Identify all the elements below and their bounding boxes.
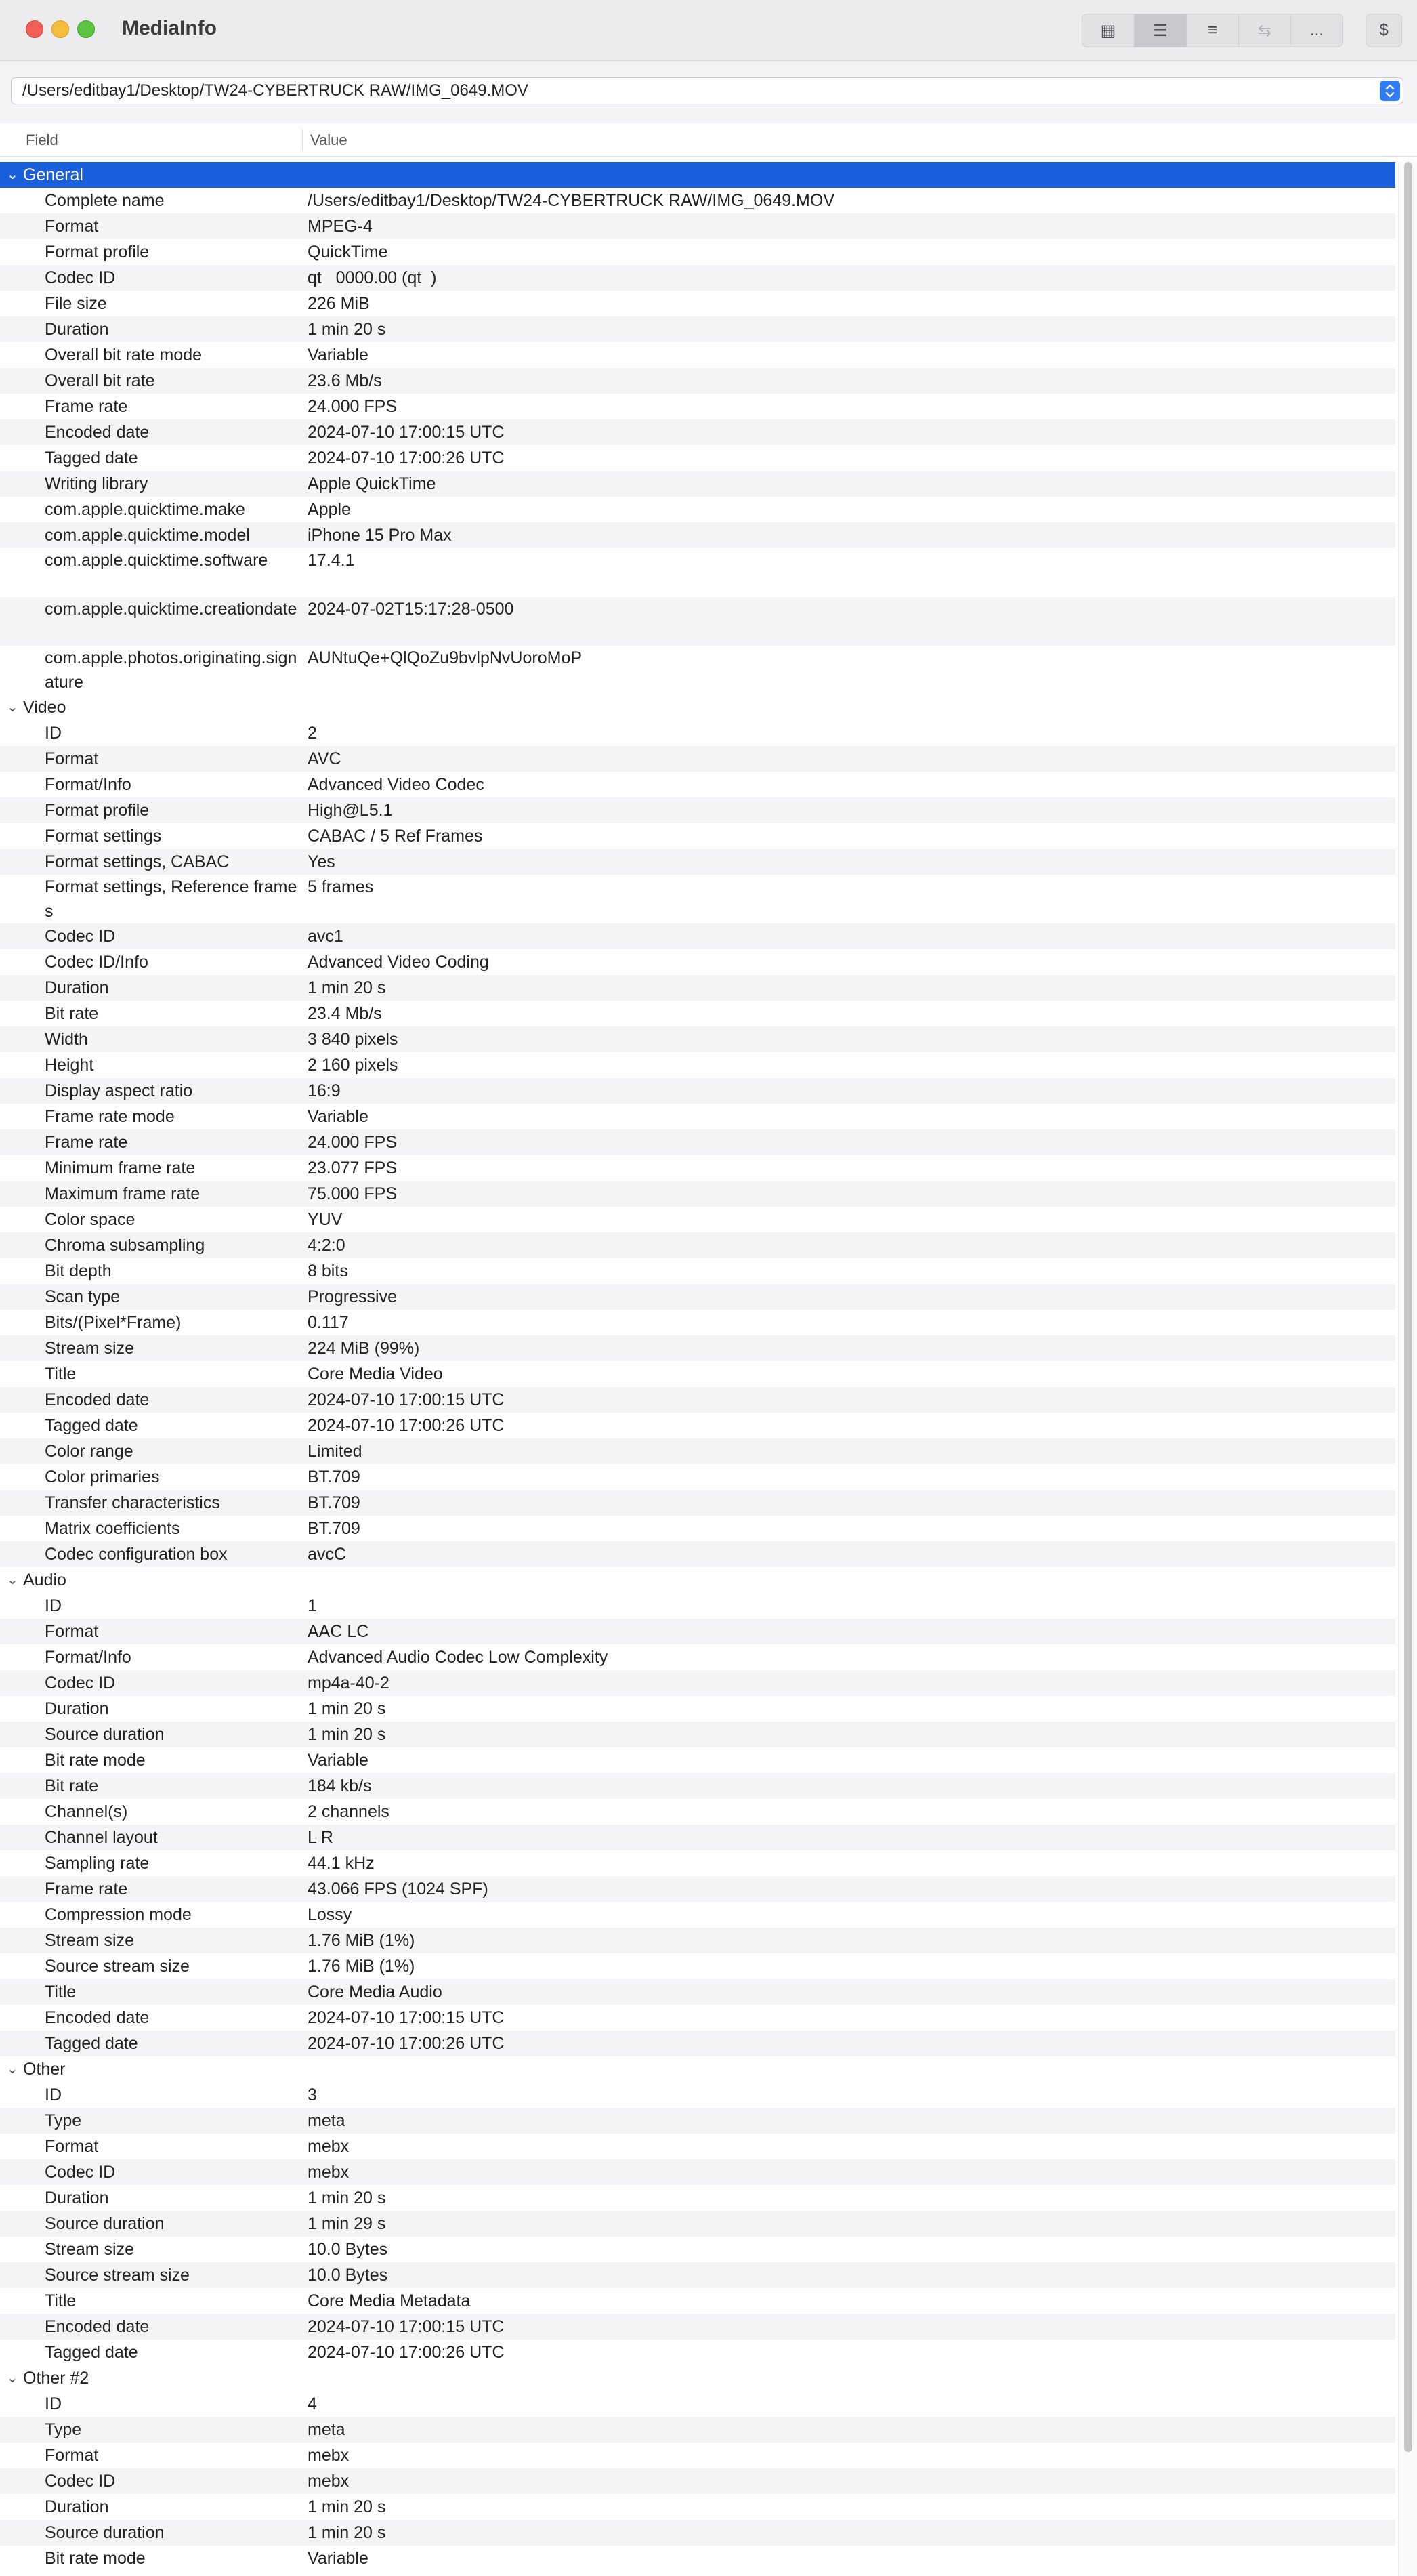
table-row[interactable] xyxy=(0,1026,1395,1052)
table-row[interactable] xyxy=(0,949,1395,975)
field-value: 4 xyxy=(308,2394,317,2413)
table-row[interactable] xyxy=(0,1438,1395,1464)
field-name: ID xyxy=(45,2394,62,2413)
table-row[interactable] xyxy=(0,1928,1395,1953)
field-value: 184 kb/s xyxy=(308,1777,372,1795)
table-row[interactable] xyxy=(0,1722,1395,1747)
file-path-select[interactable] xyxy=(11,77,1403,104)
table-row[interactable] xyxy=(0,1876,1395,1902)
field-value: 1.76 MiB (1%) xyxy=(308,1957,415,1976)
scrollbar-thumb[interactable] xyxy=(1404,162,1412,2452)
field-name: Encoded date xyxy=(45,2008,150,2027)
field-value: 2024-07-10 17:00:15 UTC xyxy=(308,2317,505,2336)
table-row[interactable] xyxy=(0,1825,1395,1850)
table-row[interactable] xyxy=(0,188,1395,213)
table-row[interactable] xyxy=(0,1619,1395,1644)
field-value: 8 bits xyxy=(308,1262,348,1281)
field-value: 43.066 FPS (1024 SPF) xyxy=(308,1879,488,1898)
field-name: Stream size xyxy=(45,1931,134,1950)
table-row[interactable] xyxy=(0,1129,1395,1155)
table-row[interactable] xyxy=(0,2159,1395,2185)
field-value: Variable xyxy=(308,2549,368,2568)
field-value: Variable xyxy=(308,1107,368,1126)
table-row[interactable] xyxy=(0,823,1395,849)
table-row[interactable] xyxy=(0,2211,1395,2237)
section-header[interactable] xyxy=(0,2365,1395,2391)
field-name: Sampling rate xyxy=(45,1854,150,1873)
field-value: 2024-07-10 17:00:15 UTC xyxy=(308,423,505,442)
field-value: BT.709 xyxy=(308,1468,360,1487)
field-value: 1.76 MiB (1%) xyxy=(308,1931,415,1950)
disclosure-chevron-icon[interactable]: ⌄ xyxy=(7,700,18,715)
disclosure-chevron-icon[interactable]: ⌄ xyxy=(7,167,18,182)
table-row[interactable] xyxy=(0,2185,1395,2211)
table-row[interactable] xyxy=(0,2417,1395,2443)
field-value: mebx xyxy=(308,2163,350,2182)
field-value: QuickTime xyxy=(308,243,388,262)
table-row[interactable] xyxy=(0,2494,1395,2520)
field-name: Bit rate mode xyxy=(45,2549,146,2568)
field-name: Channel layout xyxy=(45,1828,158,1847)
field-value: Advanced Audio Codec Low Complexity xyxy=(308,1648,608,1667)
field-name: Title xyxy=(45,1365,77,1384)
field-name: Writing library xyxy=(45,474,148,493)
field-value: Core Media Metadata xyxy=(308,2291,471,2310)
field-name: Color primaries xyxy=(45,1468,160,1487)
field-name: Duration xyxy=(45,978,109,997)
table-row[interactable] xyxy=(0,2108,1395,2134)
field-name: Encoded date xyxy=(45,423,150,442)
table-row[interactable] xyxy=(0,746,1395,772)
field-name: ID xyxy=(45,2085,62,2104)
field-value: Lossy xyxy=(308,1905,352,1924)
field-name: Tagged date xyxy=(45,2343,138,2362)
info-tree xyxy=(0,162,1395,2571)
field-name: Bit rate xyxy=(45,1004,99,1023)
field-name: Type xyxy=(45,2111,82,2130)
field-name: Frame rate xyxy=(45,1133,128,1152)
table-row[interactable] xyxy=(0,1387,1395,1413)
tree-list-icon[interactable]: ☰ xyxy=(1135,14,1187,47)
field-name: Duration xyxy=(45,2497,109,2516)
field-value: 1 min 20 s xyxy=(308,2523,386,2542)
field-name: Height xyxy=(45,1056,94,1075)
field-value: 2024-07-10 17:00:26 UTC xyxy=(308,1416,505,1435)
section-header[interactable] xyxy=(0,1567,1395,1593)
table-row[interactable] xyxy=(0,1850,1395,1876)
disclosure-chevron-icon[interactable]: ⌄ xyxy=(7,2062,18,2077)
table-row[interactable] xyxy=(0,1644,1395,1670)
field-value: qt 0000.00 (qt ) xyxy=(308,268,437,287)
field-value: 1 min 20 s xyxy=(308,2497,386,2516)
file-path-value: /Users/editbay1/Desktop/TW24-CYBERTRUCK RAW/IMG_0649.MOV xyxy=(22,81,528,100)
table-row[interactable] xyxy=(0,265,1395,291)
field-name: Display aspect ratio xyxy=(45,1081,193,1100)
field-name: Codec ID xyxy=(45,2472,116,2491)
field-value: 75.000 FPS xyxy=(308,1184,398,1203)
table-row[interactable] xyxy=(0,1773,1395,1799)
table-row[interactable] xyxy=(0,1490,1395,1516)
column-header-field[interactable]: Field xyxy=(26,131,58,148)
field-name: Tagged date xyxy=(45,449,138,468)
table-row[interactable] xyxy=(0,213,1395,239)
field-name: Codec ID xyxy=(45,1674,116,1692)
field-name: Format profile xyxy=(45,801,150,820)
field-name: Format settings xyxy=(45,827,162,846)
field-name: com.apple.quicktime.make xyxy=(45,500,245,519)
table-row[interactable] xyxy=(0,2314,1395,2340)
field-value: 10.0 Bytes xyxy=(308,2266,388,2285)
field-value: BT.709 xyxy=(308,1519,360,1538)
field-name: Codec ID/Info xyxy=(45,953,148,972)
table-row[interactable] xyxy=(0,1078,1395,1104)
field-value: AAC LC xyxy=(308,1622,369,1641)
field-name: Bit rate xyxy=(45,1777,99,1795)
field-value: Progressive xyxy=(308,1287,397,1306)
table-row[interactable] xyxy=(0,522,1395,548)
grid-icon[interactable]: ▦ xyxy=(1082,14,1135,47)
field-value: 2024-07-10 17:00:15 UTC xyxy=(308,2008,505,2027)
table-row[interactable] xyxy=(0,849,1395,875)
table-row[interactable] xyxy=(0,797,1395,823)
field-name: Color space xyxy=(45,1210,135,1229)
field-name: Title xyxy=(45,1982,77,2001)
table-row[interactable] xyxy=(0,1104,1395,1129)
table-row[interactable] xyxy=(0,1284,1395,1310)
field-value: Limited xyxy=(308,1442,362,1461)
field-name: Format xyxy=(45,2446,99,2465)
table-row[interactable] xyxy=(0,1953,1395,1979)
field-name: Stream size xyxy=(45,1339,134,1358)
field-name: Duration xyxy=(45,1699,109,1718)
currency-button[interactable]: $ xyxy=(1366,14,1402,47)
table-row[interactable] xyxy=(0,597,1395,646)
column-header xyxy=(0,123,1417,157)
table-row[interactable] xyxy=(0,394,1395,419)
table-row[interactable] xyxy=(0,2468,1395,2494)
field-value: AVC xyxy=(308,749,341,768)
field-value: mebx xyxy=(308,2472,350,2491)
section-header[interactable] xyxy=(0,2056,1395,2082)
field-value: BT.709 xyxy=(308,1493,360,1512)
table-row[interactable] xyxy=(0,2134,1395,2159)
table-row[interactable] xyxy=(0,1310,1395,1335)
zoom-window-button[interactable] xyxy=(77,20,95,38)
disclosure-chevron-icon[interactable]: ⌄ xyxy=(7,1573,18,1587)
field-name: Format settings, Reference frames xyxy=(45,877,297,921)
field-name: Frame rate xyxy=(45,397,128,416)
field-name: Format/Info xyxy=(45,775,131,794)
table-row[interactable] xyxy=(0,2391,1395,2417)
field-name: Complete name xyxy=(45,191,165,210)
field-value: YUV xyxy=(308,1210,343,1229)
field-name: Source duration xyxy=(45,1725,165,1744)
table-row[interactable] xyxy=(0,1232,1395,1258)
field-value: 2 xyxy=(308,724,317,743)
section-title: Other #2 xyxy=(23,2369,89,2388)
table-row[interactable] xyxy=(0,2031,1395,2056)
field-value: 1 min 20 s xyxy=(308,1699,386,1718)
field-name: ID xyxy=(45,724,62,743)
field-value: Apple xyxy=(308,500,351,519)
file-path-bar xyxy=(0,61,1417,123)
table-row[interactable] xyxy=(0,975,1395,1001)
table-row[interactable] xyxy=(0,1541,1395,1567)
title-bar xyxy=(0,0,1417,61)
field-value: Core Media Video xyxy=(308,1365,443,1384)
table-row[interactable] xyxy=(0,1516,1395,1541)
field-name: Frame rate mode xyxy=(45,1107,175,1126)
field-value: 24.000 FPS xyxy=(308,1133,398,1152)
field-value: 2024-07-10 17:00:26 UTC xyxy=(308,2034,505,2053)
field-value: 2 160 pixels xyxy=(308,1056,398,1075)
field-name: Source duration xyxy=(45,2214,165,2233)
table-row[interactable] xyxy=(0,1001,1395,1026)
table-row[interactable] xyxy=(0,1207,1395,1232)
field-name: Maximum frame rate xyxy=(45,1184,200,1203)
field-name: Matrix coefficients xyxy=(45,1519,180,1538)
field-value: CABAC / 5 Ref Frames xyxy=(308,827,483,846)
table-row[interactable] xyxy=(0,2082,1395,2108)
table-row[interactable] xyxy=(0,1696,1395,1722)
field-name: Bits/(Pixel*Frame) xyxy=(45,1313,182,1332)
table-row[interactable] xyxy=(0,1979,1395,2005)
field-name: Format xyxy=(45,217,99,236)
field-name: Stream size xyxy=(45,2240,134,2259)
field-name: Encoded date xyxy=(45,2317,150,2336)
field-value: 2024-07-02T15:17:28-0500 xyxy=(308,600,514,619)
table-row[interactable] xyxy=(0,1902,1395,1928)
field-value: 1 min 20 s xyxy=(308,1725,386,1744)
field-value: 3 xyxy=(308,2085,317,2104)
field-name: ID xyxy=(45,1596,62,1615)
minimize-window-button[interactable] xyxy=(51,20,69,38)
field-name: Overall bit rate mode xyxy=(45,346,203,365)
table-row[interactable] xyxy=(0,291,1395,316)
field-value: meta xyxy=(308,2111,345,2130)
table-row[interactable] xyxy=(0,875,1395,923)
field-value: mebx xyxy=(308,2446,350,2465)
field-value: 226 MiB xyxy=(308,294,370,313)
table-row[interactable] xyxy=(0,923,1395,949)
table-row[interactable] xyxy=(0,2443,1395,2468)
table-row[interactable] xyxy=(0,1670,1395,1696)
table-row[interactable] xyxy=(0,368,1395,394)
table-row[interactable] xyxy=(0,497,1395,522)
field-name: Codec ID xyxy=(45,268,116,287)
table-row[interactable] xyxy=(0,1464,1395,1490)
field-name: Minimum frame rate xyxy=(45,1159,196,1178)
section-title: Audio xyxy=(23,1571,66,1590)
column-divider[interactable] xyxy=(302,129,303,150)
field-name: com.apple.quicktime.creationdate xyxy=(45,600,297,619)
field-name: Duration xyxy=(45,2188,109,2207)
field-name: Format xyxy=(45,749,99,768)
table-row[interactable] xyxy=(0,445,1395,471)
table-row[interactable] xyxy=(0,2237,1395,2262)
table-row[interactable] xyxy=(0,548,1395,597)
field-value: 1 min 20 s xyxy=(308,978,386,997)
field-name: com.apple.quicktime.software xyxy=(45,551,268,570)
disclosure-chevron-icon[interactable]: ⌄ xyxy=(7,2371,18,2386)
more-icon[interactable]: ... xyxy=(1309,21,1324,39)
view-mode-toolbar xyxy=(1082,14,1343,47)
field-name: Source stream size xyxy=(45,1957,190,1976)
field-name: Bit depth xyxy=(45,1262,112,1281)
field-value: 23.6 Mb/s xyxy=(308,371,382,390)
table-row[interactable] xyxy=(0,1258,1395,1284)
field-name: Format profile xyxy=(45,243,150,262)
field-value: AUNtuQe+QlQoZu9bvlpNvUoroMoP xyxy=(308,648,583,667)
field-name: Color range xyxy=(45,1442,133,1461)
table-row[interactable] xyxy=(0,1799,1395,1825)
field-name: Source duration xyxy=(45,2523,165,2542)
table-row[interactable] xyxy=(0,1052,1395,1078)
field-value: Core Media Audio xyxy=(308,1982,442,2001)
field-value: Variable xyxy=(308,346,368,365)
field-value: 5 frames xyxy=(308,877,374,896)
field-name: Scan type xyxy=(45,1287,121,1306)
table-row[interactable] xyxy=(0,772,1395,797)
field-value: Yes xyxy=(308,852,335,871)
table-row[interactable] xyxy=(0,239,1395,265)
field-value: 2024-07-10 17:00:26 UTC xyxy=(308,449,505,468)
close-window-button[interactable] xyxy=(26,20,43,38)
table-row[interactable] xyxy=(0,646,1395,694)
field-name: Format xyxy=(45,2137,99,2156)
field-value: High@L5.1 xyxy=(308,801,393,820)
table-row[interactable] xyxy=(0,2520,1395,2546)
field-value: 4:2:0 xyxy=(308,1236,345,1255)
field-name: Codec ID xyxy=(45,927,116,946)
field-value: /Users/editbay1/Desktop/TW24-CYBERTRUCK RAW/IMG_0649.MOV xyxy=(308,191,835,210)
field-name: Compression mode xyxy=(45,1905,192,1924)
field-name: Encoded date xyxy=(45,1390,150,1409)
field-name: File size xyxy=(45,294,107,313)
field-name: Type xyxy=(45,2420,82,2439)
field-value: 224 MiB (99%) xyxy=(308,1339,420,1358)
field-name: Width xyxy=(45,1030,88,1049)
field-value: 3 840 pixels xyxy=(308,1030,398,1049)
vertical-scrollbar[interactable] xyxy=(1398,162,1417,2576)
field-value: 1 min 29 s xyxy=(308,2214,386,2233)
field-value: avc1 xyxy=(308,927,343,946)
section-title: General xyxy=(23,165,83,184)
field-name: Codec configuration box xyxy=(45,1545,228,1564)
field-name: Chroma subsampling xyxy=(45,1236,205,1255)
table-row[interactable] xyxy=(0,342,1395,368)
bullet-list-icon[interactable]: ≡ xyxy=(1187,14,1239,47)
field-name: Tagged date xyxy=(45,1416,138,1435)
field-value: 23.4 Mb/s xyxy=(308,1004,382,1023)
table-row[interactable] xyxy=(0,2262,1395,2288)
table-row[interactable] xyxy=(0,471,1395,497)
table-row[interactable] xyxy=(0,720,1395,746)
field-name: Duration xyxy=(45,320,109,339)
field-value: 16:9 xyxy=(308,1081,341,1100)
field-value: 0.117 xyxy=(308,1313,349,1332)
field-value: 17.4.1 xyxy=(308,551,355,570)
field-value: Variable xyxy=(308,1751,368,1770)
field-value: 1 min 20 s xyxy=(308,320,386,339)
section-header[interactable] xyxy=(0,162,1395,188)
field-value: 44.1 kHz xyxy=(308,1854,375,1873)
field-name: Bit rate mode xyxy=(45,1751,146,1770)
table-row[interactable] xyxy=(0,1747,1395,1773)
table-row[interactable] xyxy=(0,419,1395,445)
field-name: com.apple.quicktime.model xyxy=(45,526,250,545)
field-value: L R xyxy=(308,1828,333,1847)
field-name: Overall bit rate xyxy=(45,371,155,390)
table-row[interactable] xyxy=(0,1593,1395,1619)
section-header[interactable] xyxy=(0,694,1395,720)
field-value: mebx xyxy=(308,2137,350,2156)
field-value: Advanced Video Codec xyxy=(308,775,484,794)
field-name: com.apple.photos.originating.signature xyxy=(45,648,297,692)
field-value: 2024-07-10 17:00:26 UTC xyxy=(308,2343,505,2362)
field-value: MPEG-4 xyxy=(308,217,373,236)
table-row[interactable] xyxy=(0,1155,1395,1181)
field-name: Format settings, CABAC xyxy=(45,852,230,871)
field-name: Title xyxy=(45,2291,77,2310)
table-row[interactable] xyxy=(0,2546,1395,2571)
field-value: iPhone 15 Pro Max xyxy=(308,526,452,545)
table-row[interactable] xyxy=(0,2005,1395,2031)
field-value: 1 xyxy=(308,1596,317,1615)
field-name: Transfer characteristics xyxy=(45,1493,220,1512)
field-value: 2024-07-10 17:00:15 UTC xyxy=(308,1390,505,1409)
field-value: 10.0 Bytes xyxy=(308,2240,388,2259)
field-value: avcC xyxy=(308,1545,346,1564)
field-name: Frame rate xyxy=(45,1879,128,1898)
field-value: 2 channels xyxy=(308,1802,389,1821)
table-row[interactable] xyxy=(0,2288,1395,2314)
table-row[interactable] xyxy=(0,2340,1395,2365)
section-title: Other xyxy=(23,2060,66,2079)
column-header-value[interactable]: Value xyxy=(310,131,347,148)
section-title: Video xyxy=(23,698,66,717)
field-name: Format/Info xyxy=(45,1648,131,1667)
field-name: Tagged date xyxy=(45,2034,138,2053)
field-name: Format xyxy=(45,1622,99,1641)
table-row[interactable] xyxy=(0,1413,1395,1438)
select-stepper-icon[interactable] xyxy=(1380,81,1400,101)
window-title: MediaInfo xyxy=(122,17,217,39)
field-value: Advanced Video Coding xyxy=(308,953,489,972)
field-name: Source stream size xyxy=(45,2266,190,2285)
field-value: mp4a-40-2 xyxy=(308,1674,389,1692)
field-value: 1 min 20 s xyxy=(308,2188,386,2207)
field-value: 23.077 FPS xyxy=(308,1159,398,1178)
field-value: Apple QuickTime xyxy=(308,474,436,493)
table-row[interactable] xyxy=(0,316,1395,342)
swap-arrows-icon[interactable]: ⇆ xyxy=(1239,14,1291,47)
table-row[interactable] xyxy=(0,1335,1395,1361)
table-row[interactable] xyxy=(0,1181,1395,1207)
field-value: 24.000 FPS xyxy=(308,397,398,416)
field-name: Channel(s) xyxy=(45,1802,128,1821)
table-row[interactable] xyxy=(0,1361,1395,1387)
field-value: meta xyxy=(308,2420,345,2439)
field-name: Codec ID xyxy=(45,2163,116,2182)
